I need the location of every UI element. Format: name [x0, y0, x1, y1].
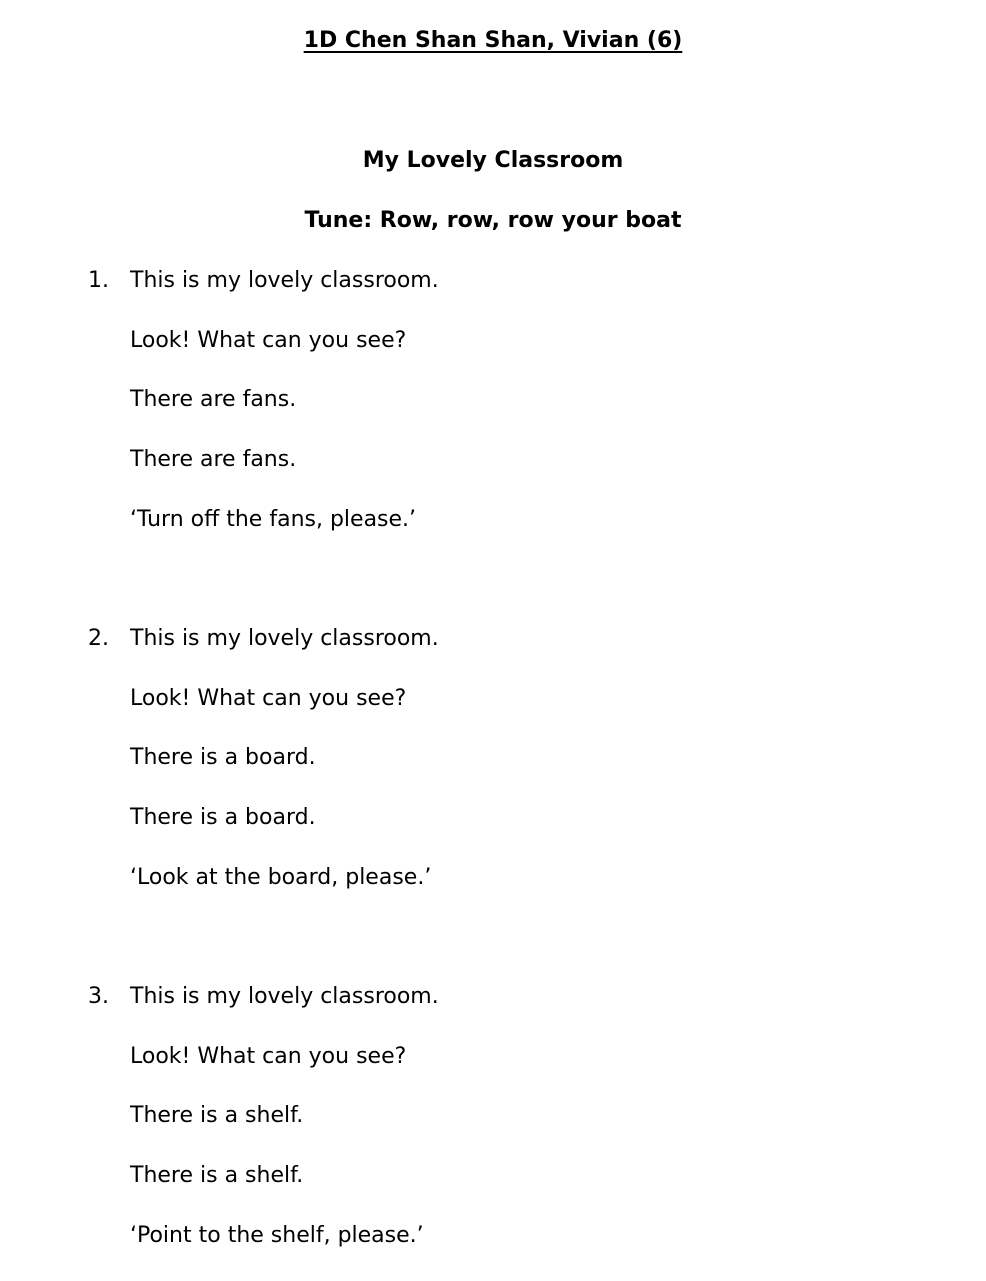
verse-line-text: There are fans.	[130, 447, 297, 473]
verse-number: 2.	[88, 626, 109, 651]
verse-number: 1.	[88, 268, 109, 293]
song-tune: Tune: Row, row, row your boat	[304, 208, 682, 233]
verse-line	[88, 446, 908, 506]
verse-line	[88, 804, 908, 864]
verse-number: 3.	[88, 984, 109, 1009]
verse-line	[88, 1162, 908, 1222]
verse-line	[88, 267, 908, 327]
verse-line	[88, 1102, 908, 1162]
verse-line-text: This is my lovely classroom.	[130, 984, 439, 1009]
verse-line	[88, 1222, 908, 1281]
verse-line-text: ‘Turn off the fans, please.’	[130, 506, 417, 532]
verse-line	[88, 386, 908, 446]
verse-2	[88, 625, 908, 923]
verse-line-text: There is a shelf.	[130, 1103, 304, 1129]
verse-line-text: There is a board.	[130, 805, 316, 831]
verse-line-text: ‘Look at the board, please.’	[130, 864, 432, 890]
verse-line-text: This is my lovely classroom.	[130, 626, 439, 651]
verse-line-text: ‘Point to the shelf, please.’	[130, 1222, 424, 1248]
verse-line-text: Look! What can you see?	[130, 685, 407, 711]
verse-line	[88, 327, 908, 387]
verse-line-text: There is a board.	[130, 745, 316, 771]
verse-line-text: Look! What can you see?	[130, 1043, 407, 1069]
verse-line	[88, 744, 908, 804]
verse-1	[88, 267, 908, 565]
verse-3	[88, 983, 908, 1281]
verse-line-text: There are fans.	[130, 387, 297, 413]
verse-line-text: There is a shelf.	[130, 1163, 304, 1189]
song-title: My Lovely Classroom	[362, 148, 624, 173]
verse-line-text: This is my lovely classroom.	[130, 268, 439, 293]
verse-line	[88, 864, 908, 924]
verse-line-text: Look! What can you see?	[130, 327, 407, 353]
student-name-header: 1D Chen Shan Shan, Vivian (6)	[303, 28, 683, 53]
verse-line	[88, 625, 908, 685]
verse-line	[88, 1043, 908, 1103]
verse-line	[88, 983, 908, 1043]
verse-line	[88, 685, 908, 745]
verse-line	[88, 506, 908, 566]
